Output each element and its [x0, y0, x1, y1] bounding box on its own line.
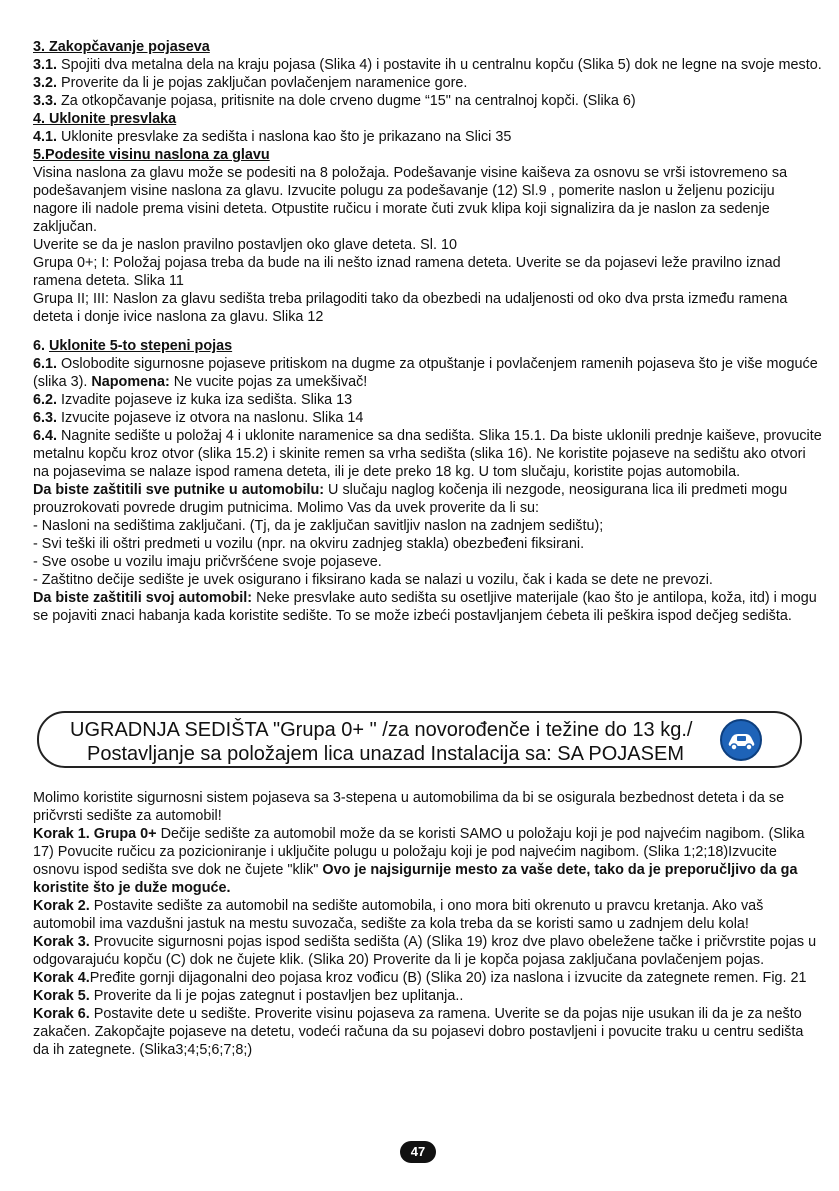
step-3: Korak 3. Provucite sigurnosni pojas ispod sedišta sedišta (A) (Slika 19) kroz dve plavo obeležene tačke i pričvrstite pojas u odgovarajuću kopču (C) dok ne čujete klik. (Slika 20) Proverite da li je kopča pojasa zaključana povlačenjem pojas. — [33, 934, 817, 968]
step-1: Korak 1. Grupa 0+ Dečije sedište za automobil može da se koristi SAMO u položaju koji je pod najvećim nagibom. (Slika 17) Povucite ručicu za pozicioniranje i uključite polugu u položaju koji je pod najvećim nagibom. (Slika 1;2;18)Izvucite osnovu ispod sedišta sve dok ne čujete "klik" Ovo je najsigurnije mesto za vaše dete, tako da je preporučljivo da ga koristite što je duže moguće. — [33, 826, 805, 896]
bullet-item: - Nasloni na sedištima zaključani. (Tj, da je zaključan savitljiv naslon na zadnjem sedištu); — [33, 518, 604, 534]
section-5-heading: 5.Podesite visinu naslona za glavu — [33, 147, 270, 163]
section-6-3: 6.3. Izvucite pojaseve iz otvora na naslonu. Slika 14 — [33, 410, 364, 426]
section-3-2: 3.2. Proverite da li je pojas zaključan povlačenjem naramenice gore. — [33, 75, 468, 91]
section-4-1: 4.1. Uklonite presvlake za sedišta i naslona kao što je prikazano na Slici 35 — [33, 129, 512, 145]
page-number: 47 — [400, 1141, 436, 1163]
bullet-item: - Svi teški ili oštri predmeti u vozilu (npr. na okviru zadnjeg stakla) obezbeđeni fiksirani. — [33, 536, 585, 552]
section-6-4: 6.4. Nagnite sedište u položaj 4 i uklonite naramenice sa dna sedišta. Slika 15.1. Da biste uklonili prednje kaiševe, provucite metalnu kopču kroz otvor (slika 15.2) i skinite remen sa vrha sedišta (slika 16). Ne koristite pojaseve na sedištu ako otvori na pojasevima se nalaze ispod ramena deteta, ili je dete preko 18 kg. U tom slučaju, koristite pojas automobila. — [33, 428, 822, 480]
section-6-1: 6.1. Oslobodite sigurnosne pojaseve pritiskom na dugme za otpuštanje i povlačenjem ramenih pojaseva što je više moguće (slika 3). Napomena: Ne vucite pojas za umekšivač! — [33, 356, 818, 390]
installation-instructions — [33, 789, 823, 1059]
protect-car: Da biste zaštitili svoj automobil: Neke presvlake auto sedišta su osetljive materijale (kao što je antilopa, koža, itd) i mogu se pojaviti znaci habanja kada koristite sedište. To se može izbeći postavljanjem ćebeta ili peškira ispod dečjeg sedišta. — [33, 590, 817, 624]
section-5-para: Uverite se da je naslon pravilno postavljen oko glave deteta. Sl. 10 — [33, 237, 457, 253]
car-icon — [722, 721, 760, 759]
section-5-para: Grupa II; III: Naslon za glavu sedišta treba prilagoditi tako da obezbedi na udaljenosti od oko dva prsta između ramena deteta i donje ivice naslona za glavu. Slika 12 — [33, 291, 788, 325]
section-3-1: 3.1. Spojiti dva metalna dela na kraju pojasa (Slika 4) i postavite ih u centralnu kopču (Slika 5) dok ne legne na svoje mesto. — [33, 57, 822, 73]
section-3-3: 3.3. Za otkopčavanje pojasa, pritisnite na dole crveno dugme “15" na centralnoj kopči. (Slika 6) — [33, 93, 636, 109]
section-5-para: Visina naslona za glavu može se podesiti na 8 položaja. Podešavanje visine kaiševa za osnovu se vrši istovremeno sa podešavanjem visine naslona za glavu. Izvucite polugu za podešavanje (12) Sl.9 , pomerite naslon u željenu poziciju nagore ili nadole prema visini deteta. Otpustite ručicu i morate čuti zvuk klipa koji signalizira da je naslon za sedenje zaključan. — [33, 165, 788, 235]
section-3-heading: 3. Zakopčavanje pojaseva — [33, 39, 210, 55]
section-6-2: 6.2. Izvadite pojaseve iz kuka iza sedišta. Slika 13 — [33, 392, 353, 408]
banner-subtitle: Postavljanje sa položajem lica unazad Instalacija sa: SA POJASEM — [87, 743, 684, 765]
step-6: Korak 6. Postavite dete u sedište. Proverite visinu pojaseva za ramena. Uverite se da pojas nije usukan ili da je za nešto zakačen. Zakopčajte pojaseve na detetu, vodeći računa da su pojasevi dobro postavljeni i povucite traku u centru sedišta da ih zategnete. (Slika3;4;5;6;7;8;) — [33, 1006, 804, 1058]
step-5: Korak 5. Proverite da li je pojas zategnut i postavljen bez uplitanja.. — [33, 988, 464, 1004]
protect-passengers: Da biste zaštitili sve putnike u automobilu: U slučaju naglog kočenja ili nezgode, neosigurana lica ili predmeti mogu prouzrokovati povrede drugim putnicima. Molimo Vas da uvek proverite da li su: — [33, 482, 788, 516]
step-2: Korak 2. Postavite sedište za automobil na sedište automobila, i ono mora biti okrenuto u pravcu kretanja. Ako vaš automobil ima vazdušni jastuk na mestu suvozača, sedište za kola treba da se koristi samo u zadnjem delu kola! — [33, 898, 764, 932]
banner-title: UGRADNJA SEDIŠTA "Grupa 0+ " /za novorođenče i težine do 13 kg./ — [70, 719, 693, 741]
bullet-item: - Zaštitno dečije sedište je uvek osigurano i fiksirano kada se nalazi u vozilu, čak i kada se dete ne prevozi. — [33, 572, 713, 588]
step-4: Korak 4.Pređite gornji dijagonalni deo pojasa kroz vođicu (B) (Slika 20) iza naslona i izvucite da zategnete remen. Fig. 21 — [33, 970, 807, 986]
installation-banner — [37, 711, 802, 768]
section-5-para: Grupa 0+; I: Položaj pojasa treba da bude na ili nešto iznad ramena deteta. Uverite se da pojasevi leže pravilno iznad ramena deteta. Slika 11 — [33, 255, 781, 289]
airbag-car-icon — [720, 719, 762, 761]
section-6-heading: 6. Uklonite 5-to stepeni pojas — [33, 338, 233, 354]
manual-page-upper — [33, 38, 823, 625]
install-intro: Molimo koristite sigurnosni sistem pojaseva sa 3-stepena u automobilima da bi se osigurala bezbednost deteta i da se pričvrsti sedište za automobil! — [33, 790, 785, 824]
section-4-heading: 4. Uklonite presvlaka — [33, 111, 177, 127]
bullet-item: - Sve osobe u vozilu imaju pričvršćene svoje pojaseve. — [33, 554, 382, 570]
